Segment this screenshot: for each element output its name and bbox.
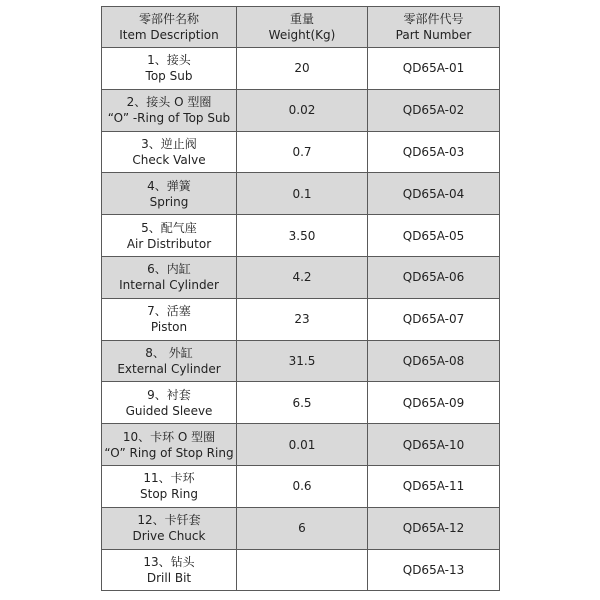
item-description-cell xyxy=(102,89,237,131)
header-label-en: Item Description xyxy=(119,28,219,42)
part-number-cell: QD65A-11 xyxy=(368,465,500,507)
weight-cell: 0.6 xyxy=(237,465,368,507)
item-name-cn: 8、 外缸 xyxy=(145,345,193,360)
item-name-en: Drill Bit xyxy=(146,570,192,585)
header-row xyxy=(102,7,500,48)
parts-specification-sheet xyxy=(101,6,499,591)
table-row xyxy=(102,48,500,90)
item-name-en: “O” Ring of Stop Ring xyxy=(104,445,234,460)
item-description-cell xyxy=(102,424,237,466)
item-name-cn: 6、内缸 xyxy=(147,262,191,277)
weight-cell: 0.1 xyxy=(237,173,368,215)
item-description-cell xyxy=(102,131,237,173)
table-row xyxy=(102,298,500,340)
item-name-en: Spring xyxy=(149,194,189,209)
part-number-cell: QD65A-10 xyxy=(368,424,500,466)
item-name-cn: 12、卡钎套 xyxy=(137,513,201,528)
item-description-cell xyxy=(102,340,237,382)
item-name-en: Drive Chuck xyxy=(132,529,206,544)
weight-cell: 6.5 xyxy=(237,382,368,424)
item-description-cell xyxy=(102,549,237,591)
item-name-en: Air Distributor xyxy=(126,236,212,251)
item-name-cn: 9、衬套 xyxy=(147,387,191,402)
header-label-cn: 重量 xyxy=(289,12,314,26)
table-row xyxy=(102,549,500,591)
header-part-number xyxy=(368,7,500,48)
item-description-cell xyxy=(102,382,237,424)
item-description-cell xyxy=(102,256,237,298)
item-name-cn: 13、钻头 xyxy=(143,554,195,569)
item-name-en: Top Sub xyxy=(145,69,193,84)
weight-cell: 23 xyxy=(237,298,368,340)
item-name-en: Piston xyxy=(150,320,188,335)
header-item-description xyxy=(102,7,237,48)
header-label-en: Part Number xyxy=(395,28,472,42)
item-name-en: Guided Sleeve xyxy=(125,403,213,418)
item-name-cn: 2、接头 O 型圈 xyxy=(126,95,212,110)
part-number-cell: QD65A-05 xyxy=(368,215,500,257)
part-number-cell: QD65A-08 xyxy=(368,340,500,382)
table-row xyxy=(102,173,500,215)
item-description-cell xyxy=(102,298,237,340)
table-row xyxy=(102,89,500,131)
table-row xyxy=(102,340,500,382)
weight-cell: 4.2 xyxy=(237,256,368,298)
item-name-en: External Cylinder xyxy=(117,361,221,376)
part-number-cell: QD65A-07 xyxy=(368,298,500,340)
item-description-cell xyxy=(102,507,237,549)
item-name-cn: 3、逆止阀 xyxy=(141,136,197,151)
item-description-cell xyxy=(102,465,237,507)
part-number-cell: QD65A-04 xyxy=(368,173,500,215)
weight-cell: 0.7 xyxy=(237,131,368,173)
part-number-cell: QD65A-09 xyxy=(368,382,500,424)
header-label-cn: 零部件名称 xyxy=(138,12,199,26)
part-number-cell: QD65A-03 xyxy=(368,131,500,173)
header-label-cn: 零部件代号 xyxy=(403,12,464,26)
item-name-en: Internal Cylinder xyxy=(119,278,219,293)
table-row xyxy=(102,507,500,549)
table-row xyxy=(102,131,500,173)
weight-cell: 20 xyxy=(237,48,368,90)
part-number-cell: QD65A-13 xyxy=(368,549,500,591)
table-row xyxy=(102,256,500,298)
table-row xyxy=(102,215,500,257)
item-name-en: Stop Ring xyxy=(140,487,198,502)
table-row xyxy=(102,382,500,424)
item-name-cn: 11、卡环 xyxy=(143,471,195,486)
table-row xyxy=(102,424,500,466)
part-number-cell: QD65A-01 xyxy=(368,48,500,90)
parts-table xyxy=(101,6,500,591)
table-row xyxy=(102,465,500,507)
weight-cell: 0.02 xyxy=(237,89,368,131)
item-description-cell xyxy=(102,173,237,215)
item-name-cn: 7、活塞 xyxy=(147,304,191,319)
weight-cell: 3.50 xyxy=(237,215,368,257)
weight-cell: 31.5 xyxy=(237,340,368,382)
part-number-cell: QD65A-12 xyxy=(368,507,500,549)
header-label-en: Weight(Kg) xyxy=(268,28,336,42)
item-description-cell xyxy=(102,48,237,90)
item-name-en: “O” -Ring of Top Sub xyxy=(107,111,231,126)
part-number-cell: QD65A-06 xyxy=(368,256,500,298)
item-name-cn: 10、卡环 O 型圈 xyxy=(122,429,216,444)
item-name-cn: 5、配气座 xyxy=(141,220,197,235)
weight-cell xyxy=(237,549,368,591)
item-name-en: Check Valve xyxy=(132,152,206,167)
item-description-cell xyxy=(102,215,237,257)
part-number-cell: QD65A-02 xyxy=(368,89,500,131)
weight-cell: 0.01 xyxy=(237,424,368,466)
weight-cell: 6 xyxy=(237,507,368,549)
item-name-cn: 1、接头 xyxy=(147,53,191,68)
header-weight xyxy=(237,7,368,48)
item-name-cn: 4、弹簧 xyxy=(147,178,191,193)
